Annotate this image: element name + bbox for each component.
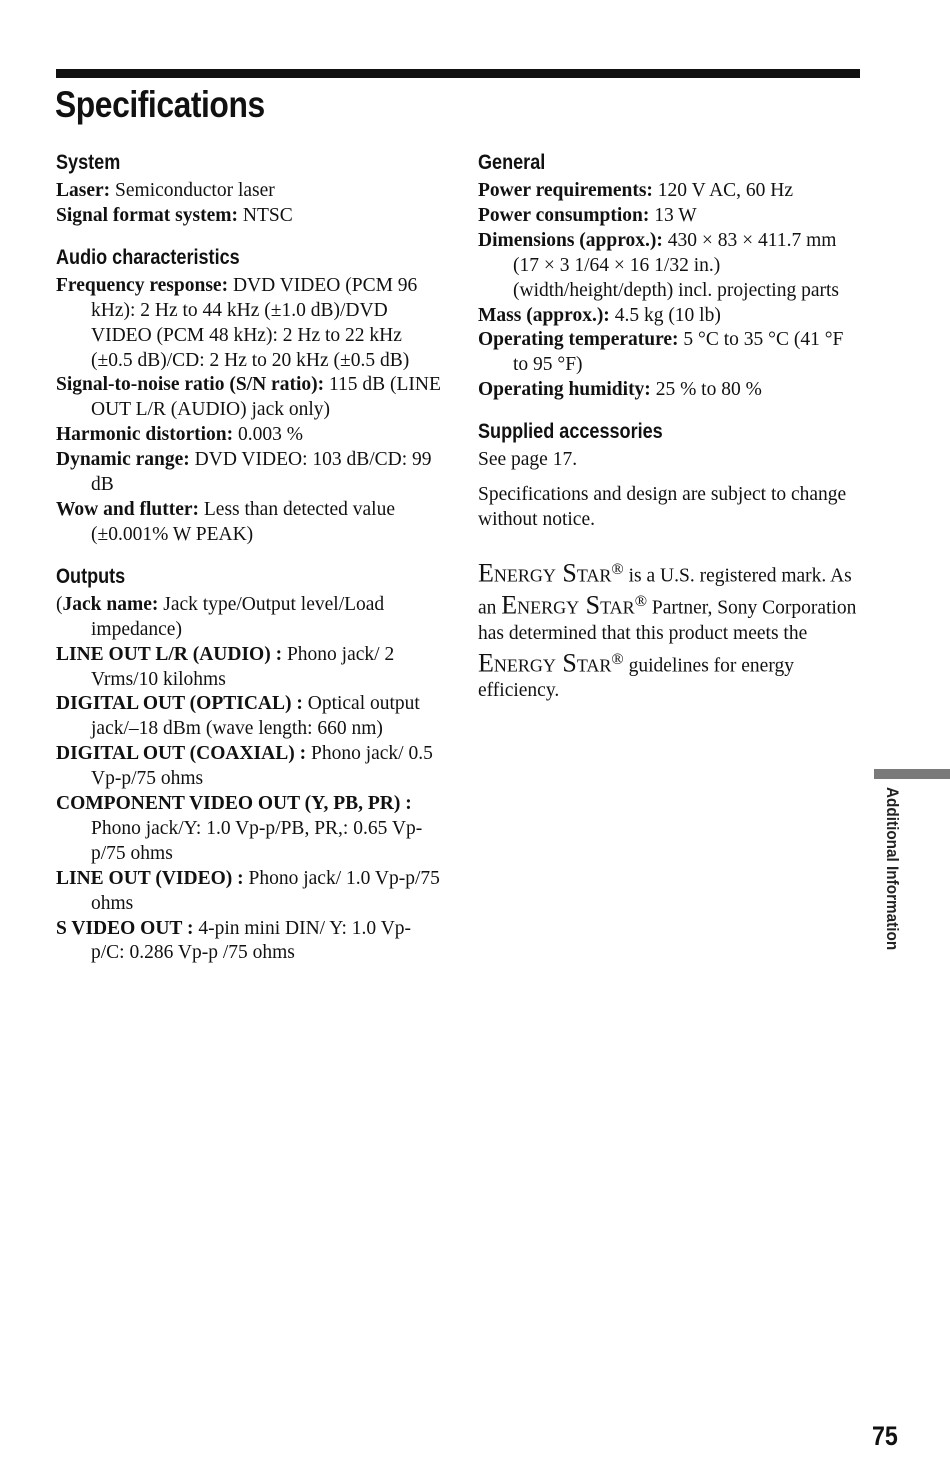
spec-item <box>56 179 441 204</box>
spec-item <box>56 692 441 742</box>
spec-value: 115 dB (LINE OUT L/R (AUDIO) jack only) <box>91 374 441 421</box>
spec-item <box>478 328 863 378</box>
spec-label: LINE OUT L/R (AUDIO) : <box>56 643 283 665</box>
spec-label: Signal format system: <box>56 204 238 226</box>
registered-mark: ® <box>634 592 648 611</box>
outputs-intro <box>56 593 441 643</box>
energy-star-statement <box>478 557 863 704</box>
spec-label: DIGITAL OUT (COAXIAL) : <box>56 743 307 765</box>
spec-label: Wow and flutter: <box>56 498 199 520</box>
spec-value: 0.003 % <box>233 424 303 446</box>
spec-value: Jack type/Output level/Load impedance) <box>91 593 385 640</box>
spec-label: S VIDEO OUT : <box>56 917 194 939</box>
spec-value: Less than detected value (±0.001% W PEAK) <box>91 498 395 545</box>
spec-value: Optical output jack/–18 dBm (wave length: 660 nm) <box>91 693 420 740</box>
spec-value: 120 V AC, 60 Hz <box>652 180 794 201</box>
spec-item <box>56 742 441 792</box>
energy-star-mark: Energy Star <box>501 590 635 620</box>
spec-value: 5 °C to 35 °C (41 °F to 95 °F) <box>513 329 844 376</box>
spec-label: Power requirements: <box>478 180 653 201</box>
spec-value: 13 W <box>649 204 697 226</box>
general-section <box>478 150 863 403</box>
spec-item <box>56 274 441 374</box>
spec-label: Frequency response: <box>56 274 229 296</box>
audio-heading: Audio characteristics <box>56 245 240 269</box>
registered-mark: ® <box>611 649 624 668</box>
system-heading: System <box>56 151 121 174</box>
spec-value: 4.5 kg (10 lb) <box>609 304 721 326</box>
spec-value: 4-pin mini DIN/ Y: 1.0 Vp-p/C: 0.286 Vp-p /75 ohms <box>91 917 412 964</box>
accessories-text: See page 17. <box>478 449 578 471</box>
energy-star-mark: Energy Star <box>478 558 612 588</box>
spec-label: Operating humidity: <box>478 379 651 401</box>
energy-text: guidelines for energy efficiency. <box>478 655 794 701</box>
audio-section <box>56 245 441 548</box>
spec-value: 25 % to 80 % <box>650 379 762 401</box>
spec-label: Operating temperature: <box>478 329 679 351</box>
outputs-section <box>56 564 441 967</box>
spec-label: Dimensions (approx.): <box>478 229 663 251</box>
spec-label: Jack name: <box>62 593 159 615</box>
spec-label: LINE OUT (VIDEO) : <box>56 867 244 889</box>
spec-item <box>56 373 441 423</box>
intro-paren: ( <box>56 593 63 615</box>
spec-item <box>56 867 441 917</box>
page-title: Specifications <box>55 84 265 125</box>
spec-label: Mass (approx.): <box>478 304 610 326</box>
spec-item <box>56 204 441 229</box>
spec-value: 430 × 83 × 411.7 mm (17 × 3 1/64 × 16 1/32 in.) (width/height/depth) incl. projecting parts <box>513 229 840 301</box>
spec-value: NTSC <box>237 204 293 226</box>
title-rule <box>56 69 860 78</box>
spec-item <box>56 498 441 548</box>
spec-value: Phono jack/Y: 1.0 Vp-p/PB, PR,: 0.65 Vp-p/75 ohms <box>91 817 423 864</box>
section-tab <box>874 769 950 779</box>
spec-item <box>478 378 863 403</box>
system-section <box>56 150 441 229</box>
energy-star-mark: Energy Star <box>478 648 612 678</box>
spec-value: Phono jack/ 1.0 Vp-p/75 ohms <box>91 867 440 914</box>
spec-label: COMPONENT VIDEO OUT (Y, PB, PR) : <box>56 793 412 815</box>
spec-value: Semiconductor laser <box>110 180 275 201</box>
spec-item <box>56 643 441 693</box>
registered-mark: ® <box>611 559 624 578</box>
spec-label: Laser: <box>56 180 111 201</box>
energy-text: Partner, Sony Corporation has determined that this product meets the <box>478 597 857 644</box>
spec-value: DVD VIDEO: 103 dB/CD: 99 dB <box>91 449 432 496</box>
accessories-heading: Supplied accessories <box>478 420 663 444</box>
energy-text: is a U.S. registered mark. As an <box>478 565 852 619</box>
spec-item <box>56 917 441 967</box>
spec-item <box>56 423 441 448</box>
outputs-heading: Outputs <box>56 564 126 588</box>
spec-item <box>56 792 441 867</box>
right-column <box>478 150 863 723</box>
general-heading: General <box>478 151 546 174</box>
spec-item <box>478 179 863 204</box>
accessories-section <box>478 419 863 533</box>
spec-item <box>478 304 863 329</box>
spec-value: Phono jack/ 2 Vrms/10 kilohms <box>91 643 395 690</box>
spec-label: Signal-to-noise ratio (S/N ratio): <box>56 374 325 396</box>
spec-label: Dynamic range: <box>56 449 190 471</box>
spec-label: Harmonic distortion: <box>56 424 234 446</box>
spec-item <box>478 229 863 304</box>
spec-value: DVD VIDEO (PCM 96 kHz): 2 Hz to 44 kHz (±1.0 dB)/DVD VIDEO (PCM 48 kHz): 2 Hz to 22 kHz (±0.5 dB)/CD: 2 Hz to 20 kHz (±0.5 dB) <box>91 274 418 371</box>
section-side-label: Additional Information <box>883 787 902 951</box>
spec-value: Phono jack/ 0.5 Vp-p/75 ohms <box>91 743 433 790</box>
spec-item <box>56 448 441 498</box>
left-column <box>56 150 441 982</box>
spec-label: Power consumption: <box>478 204 650 226</box>
spec-label: DIGITAL OUT (OPTICAL) : <box>56 693 303 715</box>
page-number: 75 <box>872 1421 898 1451</box>
notice-text: Specifications and design are subject to change without notice. <box>478 484 847 530</box>
spec-item <box>478 204 863 229</box>
